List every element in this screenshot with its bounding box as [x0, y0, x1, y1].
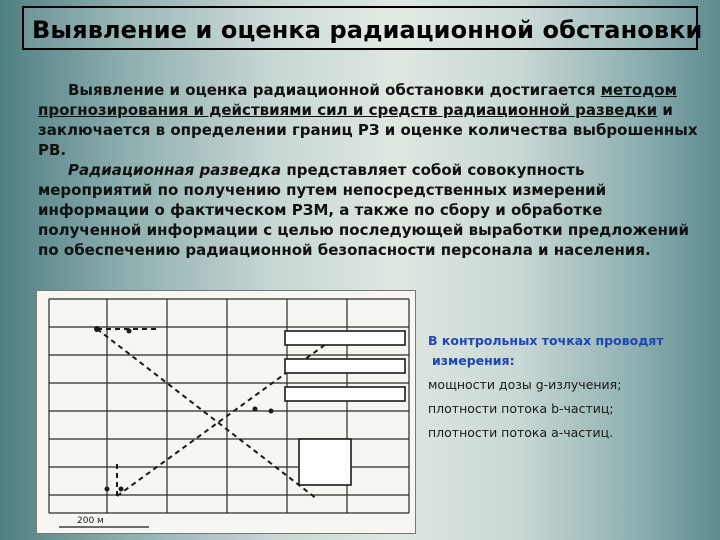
measurements-heading-line1: В контрольных точках проводят	[428, 333, 664, 348]
scale-label: 200 м	[77, 516, 104, 526]
p1-tail: и заключается в определении границ РЗ и оценке количества выброшенных РВ.	[38, 101, 698, 159]
control-point	[105, 487, 110, 492]
paragraph-2	[38, 160, 698, 260]
measurements-block	[428, 331, 713, 443]
building	[285, 331, 405, 345]
building	[285, 387, 405, 401]
control-point	[119, 487, 124, 492]
body-text	[38, 80, 698, 260]
control-point	[94, 326, 100, 332]
measurement-item-1: мощности дозы g-излучения;	[428, 377, 622, 392]
measurements-heading	[428, 331, 713, 371]
control-point	[269, 409, 274, 414]
building	[299, 439, 351, 485]
reconnaissance-diagram	[36, 290, 416, 534]
title-box	[22, 6, 703, 50]
building	[285, 359, 405, 373]
measurement-item-3: плотности потока a-частиц.	[428, 425, 614, 440]
measurements-heading-line2: измерения:	[432, 353, 515, 368]
paragraph-1	[38, 80, 698, 160]
measurement-item-2: плотности потока b-частиц;	[428, 401, 614, 416]
p1-lead: Выявление и оценка радиационной обстановки достигается	[68, 81, 601, 99]
control-point	[253, 407, 258, 412]
p1-underlined: методом прогнозирования и действиями сил и средств радиационной разведки	[38, 81, 677, 119]
diagram-svg	[37, 291, 417, 535]
buildings	[285, 331, 405, 485]
p2-italic: Радиационная разведка	[68, 161, 282, 179]
control-point	[127, 329, 132, 334]
page-title: Выявление и оценка радиационной обстановки	[32, 16, 703, 44]
p2-tail: представляет собой совокупность мероприятий по получению путем непосредственных измерений информации о фактическом РЗМ, а также по сбору и обработке полученной информации с целью последующей выработки предложений по обеспечению радиационной безопасности персонала и населения.	[38, 161, 690, 259]
